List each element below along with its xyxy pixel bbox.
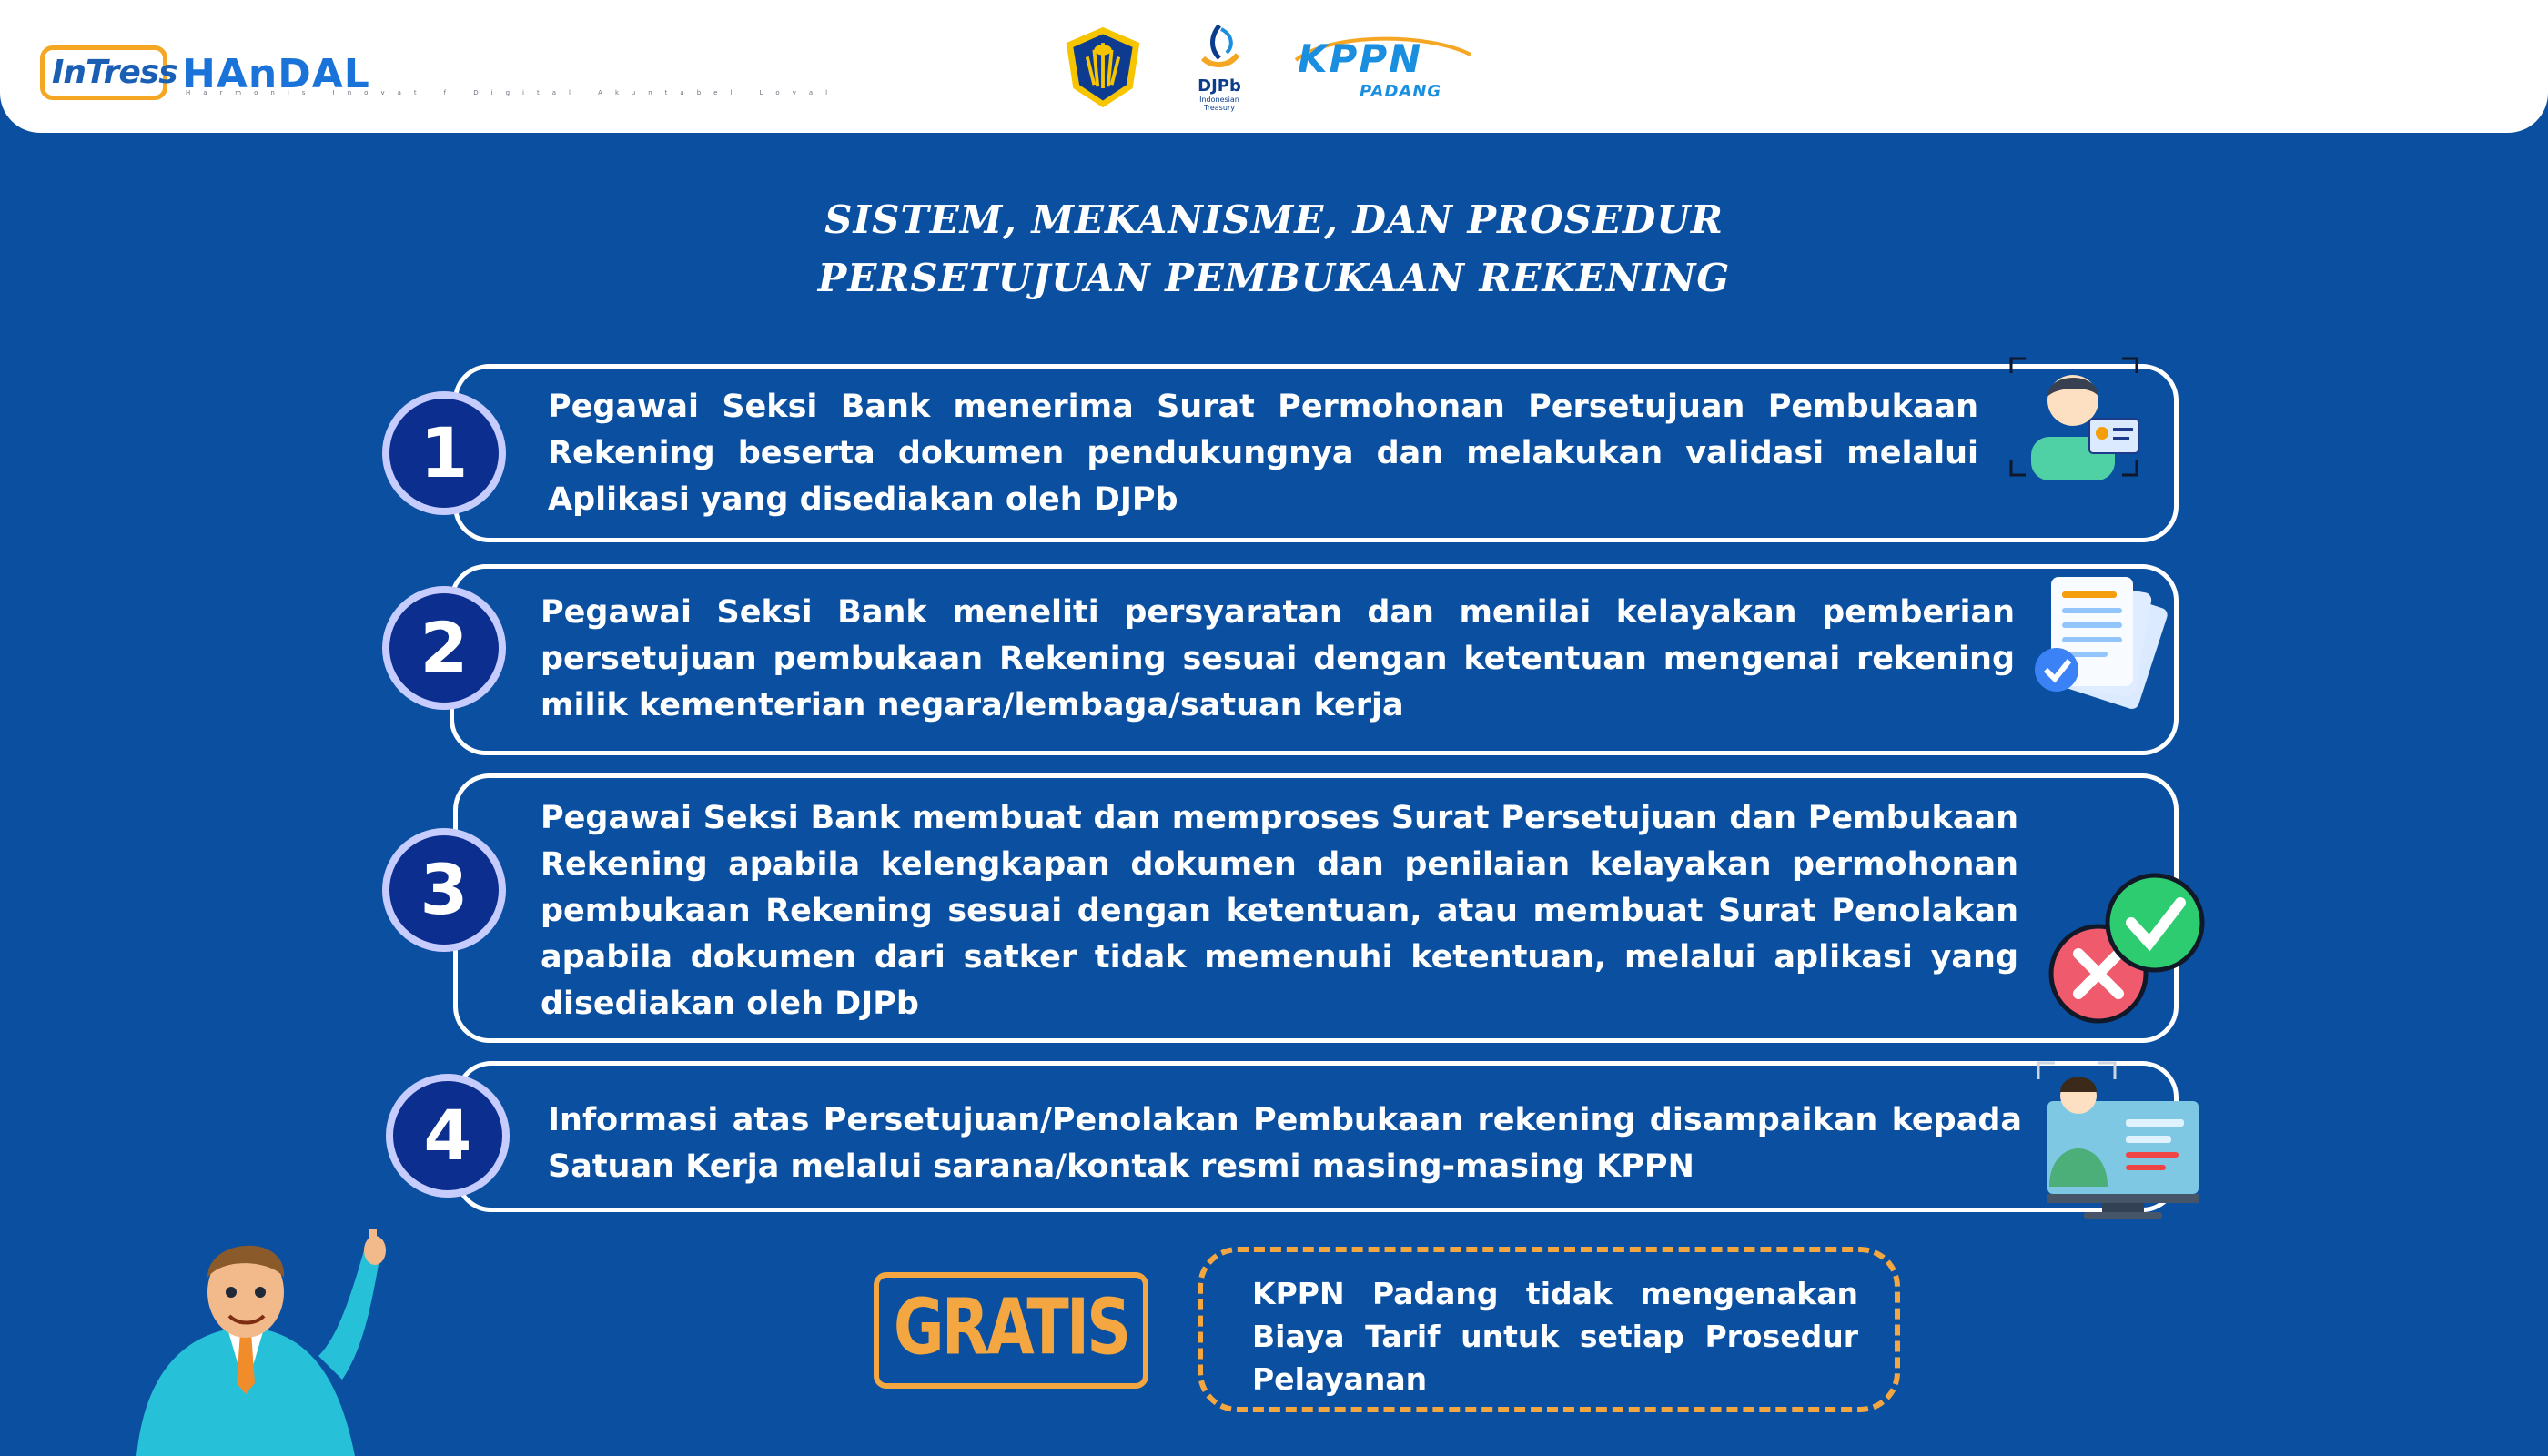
person-monitor-icon bbox=[2035, 1059, 2200, 1221]
step-3-text: Pegawai Seksi Bank membuat dan memproses Surat Persetujuan dan Pembukaan Rekening apabila kelengkapan dokumen dan penilaian kelayakan permohonan pembukaan Rekening sesuai dengan ketentuan, atau membuat Surat Penolakan apabila dokumen dari satker tidak memenuhi ketentuan, melalui aplikasi yang disediakan oleh DJPb bbox=[541, 800, 2018, 1022]
kemenkeu-emblem-icon bbox=[1059, 24, 1147, 111]
documents-check-icon bbox=[2031, 570, 2177, 719]
djpb-logo bbox=[1183, 22, 1256, 113]
free-service-note-text: KPPN Padang tidak mengenakan Biaya Tarif untuk setiap Prosedur Pelayanan bbox=[1252, 1276, 1858, 1397]
step-4-number: 4 bbox=[386, 1074, 510, 1198]
id-card-person-icon bbox=[2006, 353, 2142, 480]
free-service-note bbox=[1198, 1247, 1900, 1412]
intress-logo bbox=[40, 46, 177, 100]
gratis-label: GRATIS bbox=[893, 1283, 1129, 1373]
djpb-subtitle: Indonesian Treasury bbox=[1199, 96, 1239, 112]
intress-logo-text: InTress bbox=[52, 54, 177, 91]
page-title bbox=[637, 191, 1911, 308]
step-3-number: 3 bbox=[382, 828, 506, 952]
djpb-title: DJPb bbox=[1198, 76, 1241, 96]
page-title-line1: SISTEM, MEKANISME, DAN PROSEDUR bbox=[824, 197, 1724, 242]
djpb-mark-icon bbox=[1192, 22, 1247, 76]
approve-reject-icon bbox=[2046, 872, 2206, 1025]
step-4-text: Informasi atas Persetujuan/Penolakan Pembukaan rekening disampaikan kepada Satuan Kerja melalui sarana/kontak resmi masing-masing KPPN bbox=[548, 1102, 2022, 1185]
header-bar bbox=[0, 0, 2548, 133]
handal-logo: HAnDAL bbox=[182, 51, 370, 97]
kppn-padang-logo bbox=[1292, 33, 1474, 106]
page-title-line2: PERSETUJUAN PEMBUKAAN REKENING bbox=[817, 256, 1731, 300]
step-1-number: 1 bbox=[382, 391, 506, 515]
step-2-number: 2 bbox=[382, 586, 506, 710]
step-1-text: Pegawai Seksi Bank menerima Surat Permohonan Persetujuan Pembukaan Rekening beserta dokumen pendukungnya dan melakukan validasi melalui Aplikasi yang disediakan oleh DJPb bbox=[548, 389, 1978, 518]
step-2-text: Pegawai Seksi Bank meneliti persyaratan dan menilai kelayakan pemberian persetujuan pembukaan Rekening sesuai dengan ketentuan mengenai rekening milik kementerian negara/lembaga/satuan kerja bbox=[541, 594, 2015, 723]
kppn-title: KPPN bbox=[1298, 36, 1423, 81]
kppn-subtitle: PADANG bbox=[1360, 82, 1442, 101]
mascot-pointing-man-icon bbox=[136, 1228, 410, 1456]
handal-tagline: Harmonis Inovatif Digital Akuntabel Loyal bbox=[186, 89, 841, 96]
gratis-badge bbox=[874, 1272, 1148, 1389]
